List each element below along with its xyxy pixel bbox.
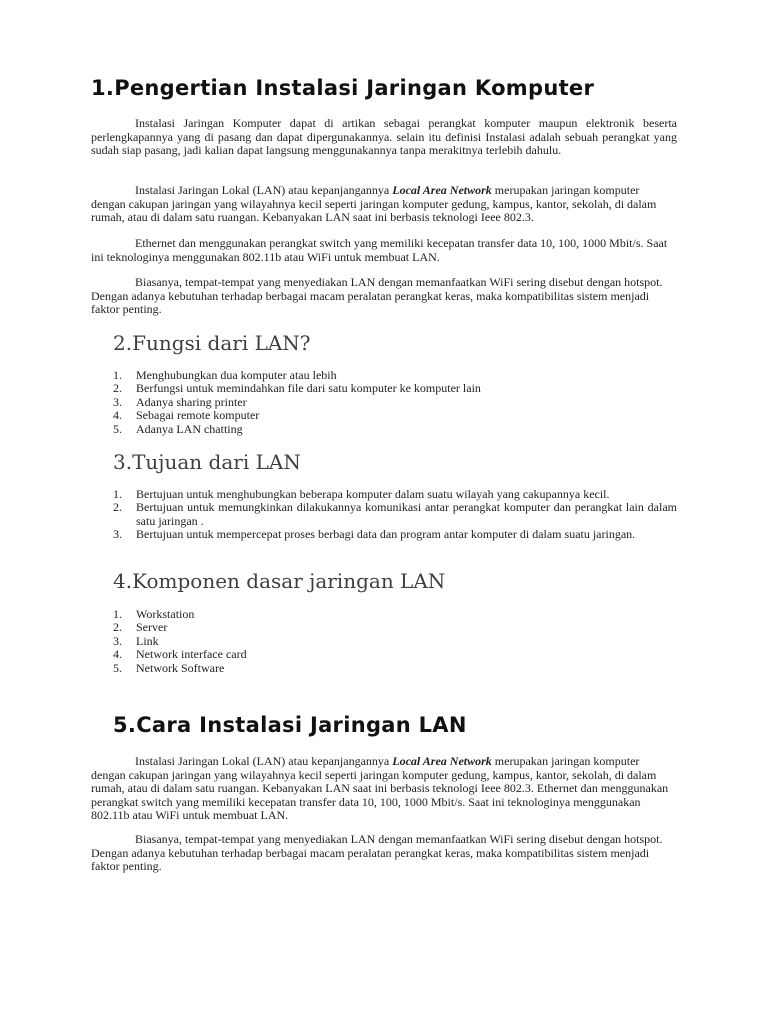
list-item: 2. Bertujuan untuk memungkinkan dilakukannya komunikasi antar perangkat komputer dan perangkat lain dalam satu jaringan . <box>113 500 677 528</box>
local-area-network-emphasis: Local Area Network <box>392 754 492 768</box>
section5-paragraph-1: Instalasi Jaringan Lokal (LAN) atau kepanjangannya Local Area Network merupakan jaringan komputer dengan cakupan jaringan yang wilayahnya kecil seperti jaringan komputer gedung, kampus, kantor, sekolah, di dalam rumah, atau di dalam satu ruangan. Kebanyakan LAN saat ini berbasis teknologi Ieee 802.3. Ethernet dan menggunakan perangkat switch yang memiliki kecepatan transfer data 10, 100, 1000 Mbit/s. Saat ini teknologinya menggunakan 802.11b atau WiFi untuk membuat LAN. <box>91 754 669 823</box>
list-item: 1. Workstation <box>113 607 195 621</box>
section2-list <box>91 369 677 436</box>
list-item: 2. Server <box>113 620 168 635</box>
section4-heading: 4.Komponen dasar jaringan LAN <box>113 569 446 593</box>
section1-paragraph-2: Instalasi Jaringan Lokal (LAN) atau kepanjangannya Local Area Network merupakan jaringan komputer dengan cakupan jaringan yang wilayahnya kecil seperti jaringan komputer gedung, kampus, kantor, sekolah, di dalam rumah, atau di dalam satu ruangan. Kebanyakan LAN saat ini berbasis teknologi Ieee 802.3. <box>91 183 657 225</box>
list-item: 4. Sebagai remote komputer <box>113 408 260 423</box>
section1-heading: 1.Pengertian Instalasi Jaringan Komputer <box>91 76 595 100</box>
list-item: 2. Berfungsi untuk memindahkan file dari satu komputer ke komputer lain <box>113 381 481 396</box>
section3-heading: 3.Tujuan dari LAN <box>113 450 301 474</box>
list-item: 1. Bertujuan untuk menghubungkan beberapa komputer dalam suatu wilayah yang cakupannya kecil. <box>113 487 610 501</box>
section1-paragraph-1: Instalasi Jaringan Komputer dapat di artikan sebagai perangkat komputer maupun elektronik beserta perlengkapannya yang di pasang dan dapat dipergunakannya. selain itu definisi Instalasi adalah sebuah perangkat yang sudah siap pasang, jadi kalian dapat langsung menggunakannya tanpa merakitnya terlebih dahulu. <box>91 116 677 158</box>
section1-paragraph-3: Ethernet dan menggunakan perangkat switch yang memiliki kecepatan transfer data 10, 100, 1000 Mbit/s. Saat ini teknologinya menggunakan 802.11b atau WiFi untuk membuat LAN. <box>91 236 668 264</box>
local-area-network-emphasis: Local Area Network <box>392 183 492 197</box>
list-item: 5. Network Software <box>113 660 225 675</box>
section2-heading: 2.Fungsi dari LAN? <box>113 331 311 355</box>
section1-paragraph-4: Biasanya, tempat-tempat yang menyediakan LAN dengan memanfaatkan WiFi sering disebut dengan hotspot. Dengan adanya kebutuhan terhadap berbagai macam peralatan perangkat keras, maka kompatibilitas sistem menjadi faktor penting. <box>91 275 663 317</box>
list-item: 4. Network interface card <box>113 647 247 662</box>
section4-list <box>91 608 677 675</box>
list-item: 5. Adanya LAN chatting <box>113 421 243 436</box>
list-item: 3. Adanya sharing printer <box>113 394 247 409</box>
list-item: 3. Bertujuan untuk mempercepat proses berbagi data dan program antar komputer di dalam suatu jaringan. <box>113 527 636 542</box>
list-item: 1. Menghubungkan dua komputer atau lebih <box>113 368 337 382</box>
list-item: 3. Link <box>113 633 159 648</box>
section5-heading: 5.Cara Instalasi Jaringan LAN <box>113 713 467 737</box>
section5-paragraph-2: Biasanya, tempat-tempat yang menyediakan LAN dengan memanfaatkan WiFi sering disebut dengan hotspot. Dengan adanya kebutuhan terhadap berbagai macam peralatan perangkat keras, maka kompatibilitas sistem menjadi faktor penting. <box>91 832 663 874</box>
section3-list <box>91 488 677 542</box>
